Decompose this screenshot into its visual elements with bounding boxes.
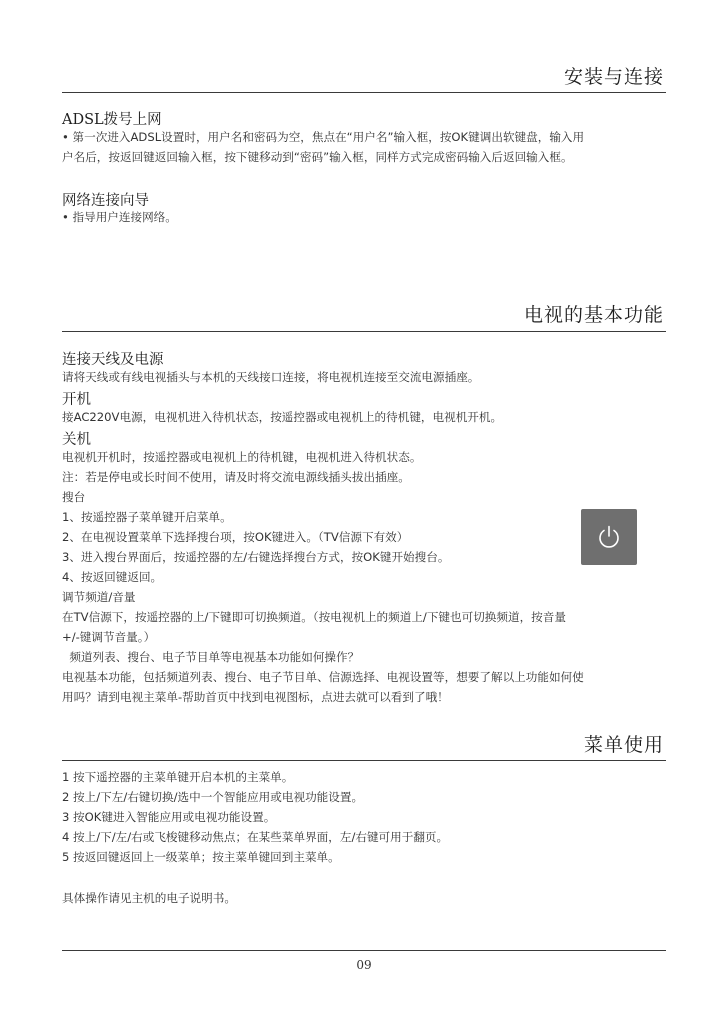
subheading-poweron: 开机 [62,392,91,408]
menu-note: 具体操作请见主机的电子说明书。 [62,891,236,905]
poweroff-note: 注：若是停电或长时间不使用，请及时将交流电源线插头拔出插座。 [62,470,410,484]
menu-steps [62,767,668,867]
wizard-line: • 指导用户连接网络。 [62,210,177,224]
power-icon [596,524,622,550]
adsl-line: • 第一次进入ADSL设置时，用户名和密码为空，焦点在“用户名”输入框，按OK键调出软键盘，输入用 [62,130,585,144]
adjust-line: +/-键调节音量。） [62,630,156,644]
section-rule [62,92,666,93]
adsl-paragraph [62,127,668,167]
search-step: 1、按遥控器子菜单键开启菜单。 [62,510,232,524]
menu-step: 3 按OK键进入智能应用或电视功能设置。 [62,810,276,824]
subheading-poweroff: 关机 [62,432,91,448]
section-title-install: 安装与连接 [563,66,664,88]
subheading-adsl: ADSL拨号上网 [62,112,162,128]
footer-rule [62,950,666,951]
section-rule [62,331,666,332]
adjust-line: 在TV信源下，按遥控器的上/下键即可切换频道。（按电视机上的频道上/下键也可切换频道，按音量 [62,610,566,624]
section-title-menu: 菜单使用 [583,734,664,756]
poweroff-paragraph [62,447,668,707]
menu-step: 2 按上/下左/右键切换/选中一个智能应用或电视功能设置。 [62,790,364,804]
faq-answer: 电视基本功能，包括频道列表、搜台、电子节目单、信源选择、电视设置等，想要了解以上功能如何使 [62,670,584,684]
search-step: 3、进入搜台界面后，按遥控器的左/右键选择搜台方式，按OK键开始搜台。 [62,550,450,564]
faq-answer: 用吗？请到电视主菜单-帮助首页中找到电视图标，点进去就可以看到了哦！ [62,690,449,704]
poweron-line: 接AC220V电源，电视机进入待机状态，按遥控器或电视机上的待机键，电视机开机。 [62,410,503,424]
adsl-line: 户名后，按返回键返回输入框，按下键移动到“密码”输入框，同样方式完成密码输入后返回输入框。 [62,150,573,164]
subheading-antenna: 连接天线及电源 [62,352,164,368]
section-title-basic: 电视的基本功能 [523,304,664,326]
power-button-illustration [581,509,637,565]
search-step: 2、在电视设置菜单下选择搜台项，按OK键进入。（TV信源下有效） [62,530,409,544]
menu-step: 4 按上/下/左/右或飞梭键移动焦点；在某些菜单界面，左/右键可用于翻页。 [62,830,449,844]
subheading-adjust: 调节频道/音量 [62,590,136,604]
faq-question: 频道列表、搜台、电子节目单等电视基本功能如何操作？ [62,650,360,664]
search-step: 4、按返回键返回。 [62,570,163,584]
menu-step: 1 按下遥控器的主菜单键开启本机的主菜单。 [62,770,294,784]
poweroff-line: 电视机开机时，按遥控器或电视机上的待机键，电视机进入待机状态。 [62,450,422,464]
menu-step: 5 按返回键返回上一级菜单；按主菜单键回到主菜单。 [62,850,340,864]
subheading-search: 搜台 [62,490,86,504]
antenna-line: 请将天线或有线电视插头与本机的天线接口连接，将电视机连接至交流电源插座。 [62,370,480,384]
page-number: 09 [356,958,372,972]
subheading-wizard: 网络连接向导 [62,193,149,209]
section-rule [62,760,666,761]
